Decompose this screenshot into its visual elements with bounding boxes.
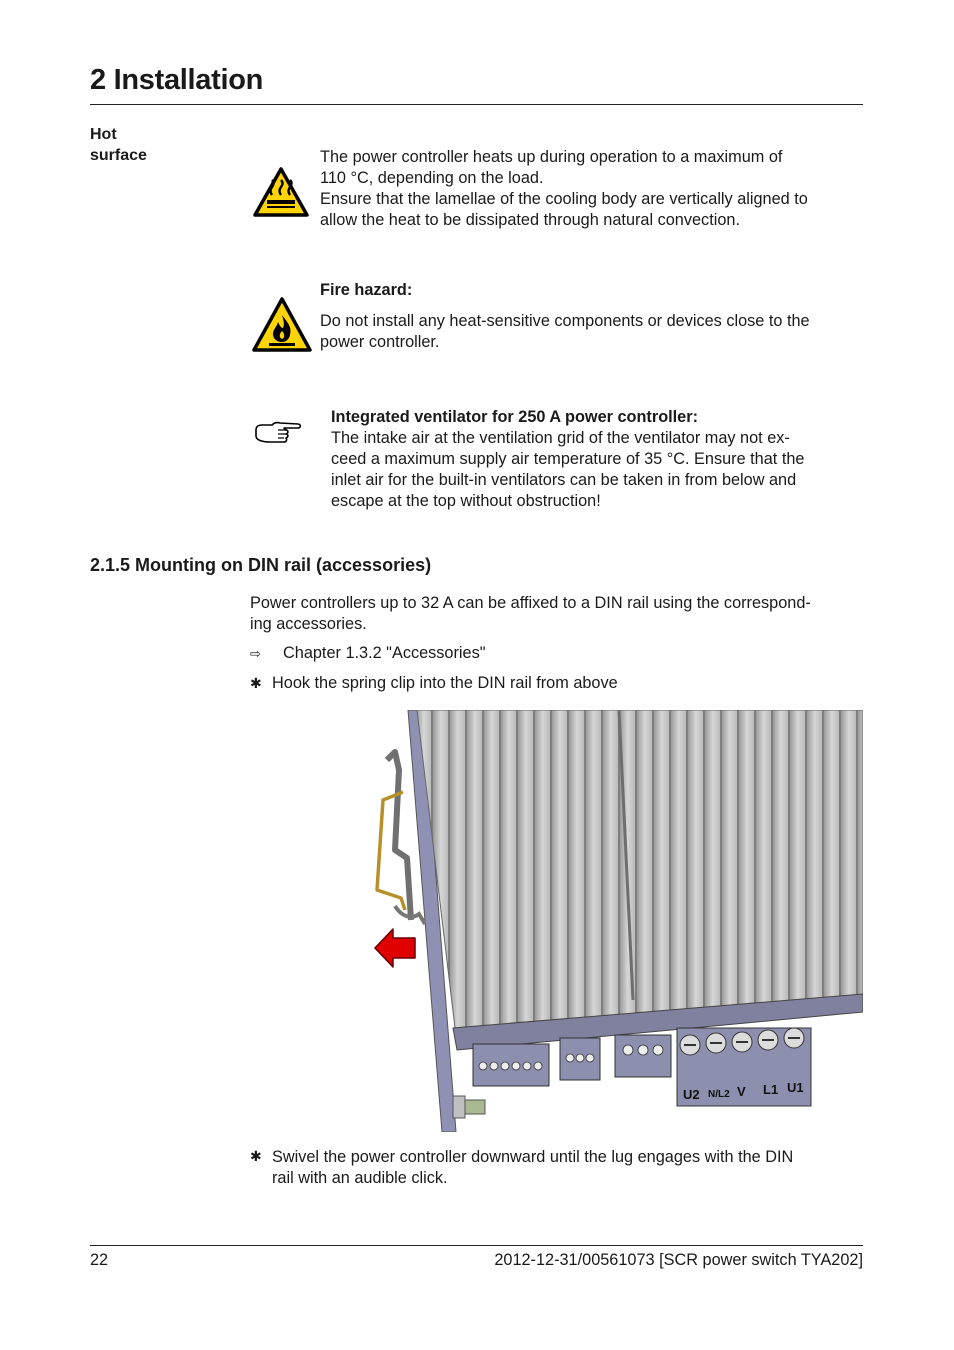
reference-link-text[interactable]: Chapter 1.3.2 "Accessories" — [283, 644, 486, 662]
header-rule — [90, 104, 863, 105]
terminal-label: V — [737, 1084, 746, 1099]
terminal-label: U1 — [787, 1080, 804, 1095]
side-label-hot-surface: Hot surface — [90, 126, 147, 164]
step-bullet-icon: ✱ — [250, 676, 262, 692]
document-info: 2012-12-31/00561073 [SCR power switch TYA202] — [494, 1251, 863, 1269]
control-terminal-block-2 — [560, 1038, 600, 1080]
footer-rule — [90, 1245, 863, 1246]
hot-surface-text: The power controller heats up during operation to a maximum of 110 °C, depending on the load. Ensure that the lamellae of the cooling body are vertically aligned to allow the heat to be dissipated through natural convection. — [320, 148, 808, 229]
section-intro: Power controllers up to 32 A can be affixed to a DIN rail using the correspond- ing accessories. — [250, 594, 811, 633]
control-terminal-block-1 — [473, 1044, 549, 1086]
fire-hazard-title: Fire hazard: — [320, 281, 413, 299]
pointing-hand-icon — [254, 421, 302, 452]
rail-screw — [453, 1096, 485, 1118]
step-text: Hook the spring clip into the DIN rail from above — [272, 674, 618, 692]
control-terminal-block-3 — [615, 1035, 671, 1077]
terminal-label: N/L2 — [708, 1089, 730, 1100]
hot-surface-warning-icon — [253, 167, 309, 222]
fire-hazard-warning-icon — [252, 297, 312, 358]
step-bullet-icon: ✱ — [250, 1149, 262, 1165]
note-title: Integrated ventilator for 250 A power controller: — [331, 408, 698, 426]
step-text: Swivel the power controller downward until the lug engages with the DIN rail with an audible click. — [272, 1148, 794, 1187]
arrow-right-icon: ⇨ — [250, 647, 261, 662]
chapter-reference[interactable] — [250, 643, 486, 665]
step-hook-clip — [250, 673, 618, 695]
fire-hazard-text: Do not install any heat-sensitive components or devices close to the power controller. — [320, 312, 810, 351]
section-heading: 2.1.5 Mounting on DIN rail (accessories) — [90, 555, 432, 575]
heatsink — [417, 710, 863, 1028]
terminal-label: L1 — [763, 1082, 779, 1097]
din-rail-mounting-figure — [365, 710, 863, 1132]
step-swivel — [250, 1147, 863, 1189]
chapter-title: 2 Installation — [90, 64, 264, 96]
page-number: 22 — [90, 1251, 109, 1269]
direction-arrow-icon — [375, 929, 415, 967]
note-text: The intake air at the ventilation grid of the ventilator may not ex- ceed a maximum supply air temperature of 35 °C. Ensure that the inlet air for the built-in ventilators can be taken in from below and escape at the top without obstruction! — [331, 429, 805, 510]
terminal-label: U2 — [683, 1087, 700, 1102]
